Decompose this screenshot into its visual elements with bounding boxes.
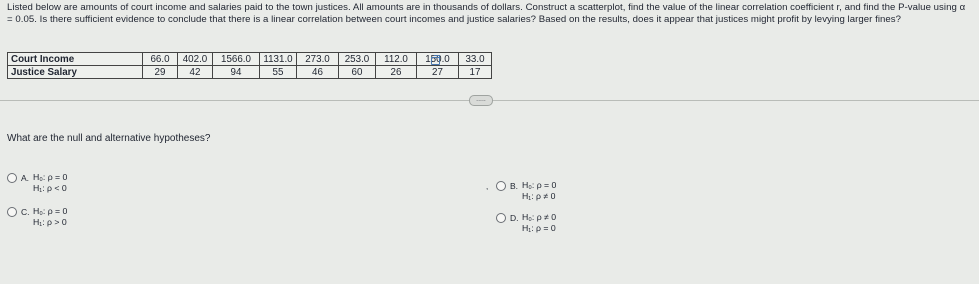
copy-table-icon[interactable] — [431, 57, 440, 65]
null-hypothesis: H₀: ρ = 0 — [33, 206, 68, 216]
option-a[interactable] — [7, 172, 67, 194]
alternative-hypothesis: H₁: ρ ≠ 0 — [522, 191, 556, 201]
table-cell: 33.0 — [459, 53, 492, 66]
null-hypothesis: H₀: ρ = 0 — [33, 172, 68, 182]
null-hypothesis: H₀: ρ ≠ 0 — [522, 212, 557, 222]
alternative-hypothesis: H₁: ρ > 0 — [33, 217, 67, 227]
table-cell: 55 — [260, 66, 297, 79]
radio-button[interactable] — [496, 181, 506, 191]
table-cell: 94 — [213, 66, 260, 79]
alternative-hypothesis: H₁: ρ = 0 — [522, 223, 556, 233]
table-row — [8, 66, 492, 79]
table-cell: 1131.0 — [260, 53, 297, 66]
radio-button[interactable] — [7, 173, 17, 183]
table-cell: 273.0 — [297, 53, 339, 66]
hypotheses-pair — [33, 206, 67, 228]
table-cell: 27 — [417, 66, 459, 79]
hypotheses-pair — [522, 180, 556, 202]
hypotheses-pair — [522, 212, 556, 234]
table-cell: 112.0 — [376, 53, 417, 66]
hypotheses-pair — [33, 172, 67, 194]
null-hypothesis: H₀: ρ = 0 — [522, 180, 557, 190]
table-cell: 26 — [376, 66, 417, 79]
table-cell: 42 — [178, 66, 213, 79]
table-cell: 29 — [143, 66, 178, 79]
option-letter: A. — [21, 173, 30, 183]
table-cell: 150.0 — [417, 53, 459, 66]
radio-button[interactable] — [7, 207, 17, 217]
option-letter: C. — [21, 207, 30, 217]
table-row — [8, 53, 492, 66]
table-cell: 402.0 — [178, 53, 213, 66]
option-c[interactable] — [7, 206, 67, 228]
table-cell: 66.0 — [143, 53, 178, 66]
option-letter: B. — [510, 181, 519, 191]
table-cell: 46 — [297, 66, 339, 79]
alternative-hypothesis: H₁: ρ < 0 — [33, 183, 67, 193]
question-text: Listed below are amounts of court income and salaries paid to the town justices. All amounts are in thousands of dollars. Construct a scatterplot, find the value of the linear correlation coefficient r, and find the P-value using α = 0.05. Is there sufficient evidence to conclude that there is a linear correlation between court incomes and justice salaries? Based on the results, does it appear that justices might profit by levying larger fines? — [7, 2, 966, 25]
table-cell: 17 — [459, 66, 492, 79]
table-cell: 60 — [339, 66, 376, 79]
option-letter: D. — [510, 213, 519, 223]
radio-button[interactable] — [496, 213, 506, 223]
expand-button[interactable]: ..... — [469, 95, 493, 106]
option-b[interactable] — [496, 180, 556, 202]
table-cell: 253.0 — [339, 53, 376, 66]
row-header-court-income: Court Income — [8, 53, 143, 66]
data-table — [7, 52, 492, 79]
hypotheses-prompt: What are the null and alternative hypotheses? — [7, 133, 211, 144]
row-header-justice-salary: Justice Salary — [8, 66, 143, 79]
option-d[interactable] — [496, 212, 556, 234]
stray-mark: , — [486, 182, 489, 191]
table-cell: 1566.0 — [213, 53, 260, 66]
